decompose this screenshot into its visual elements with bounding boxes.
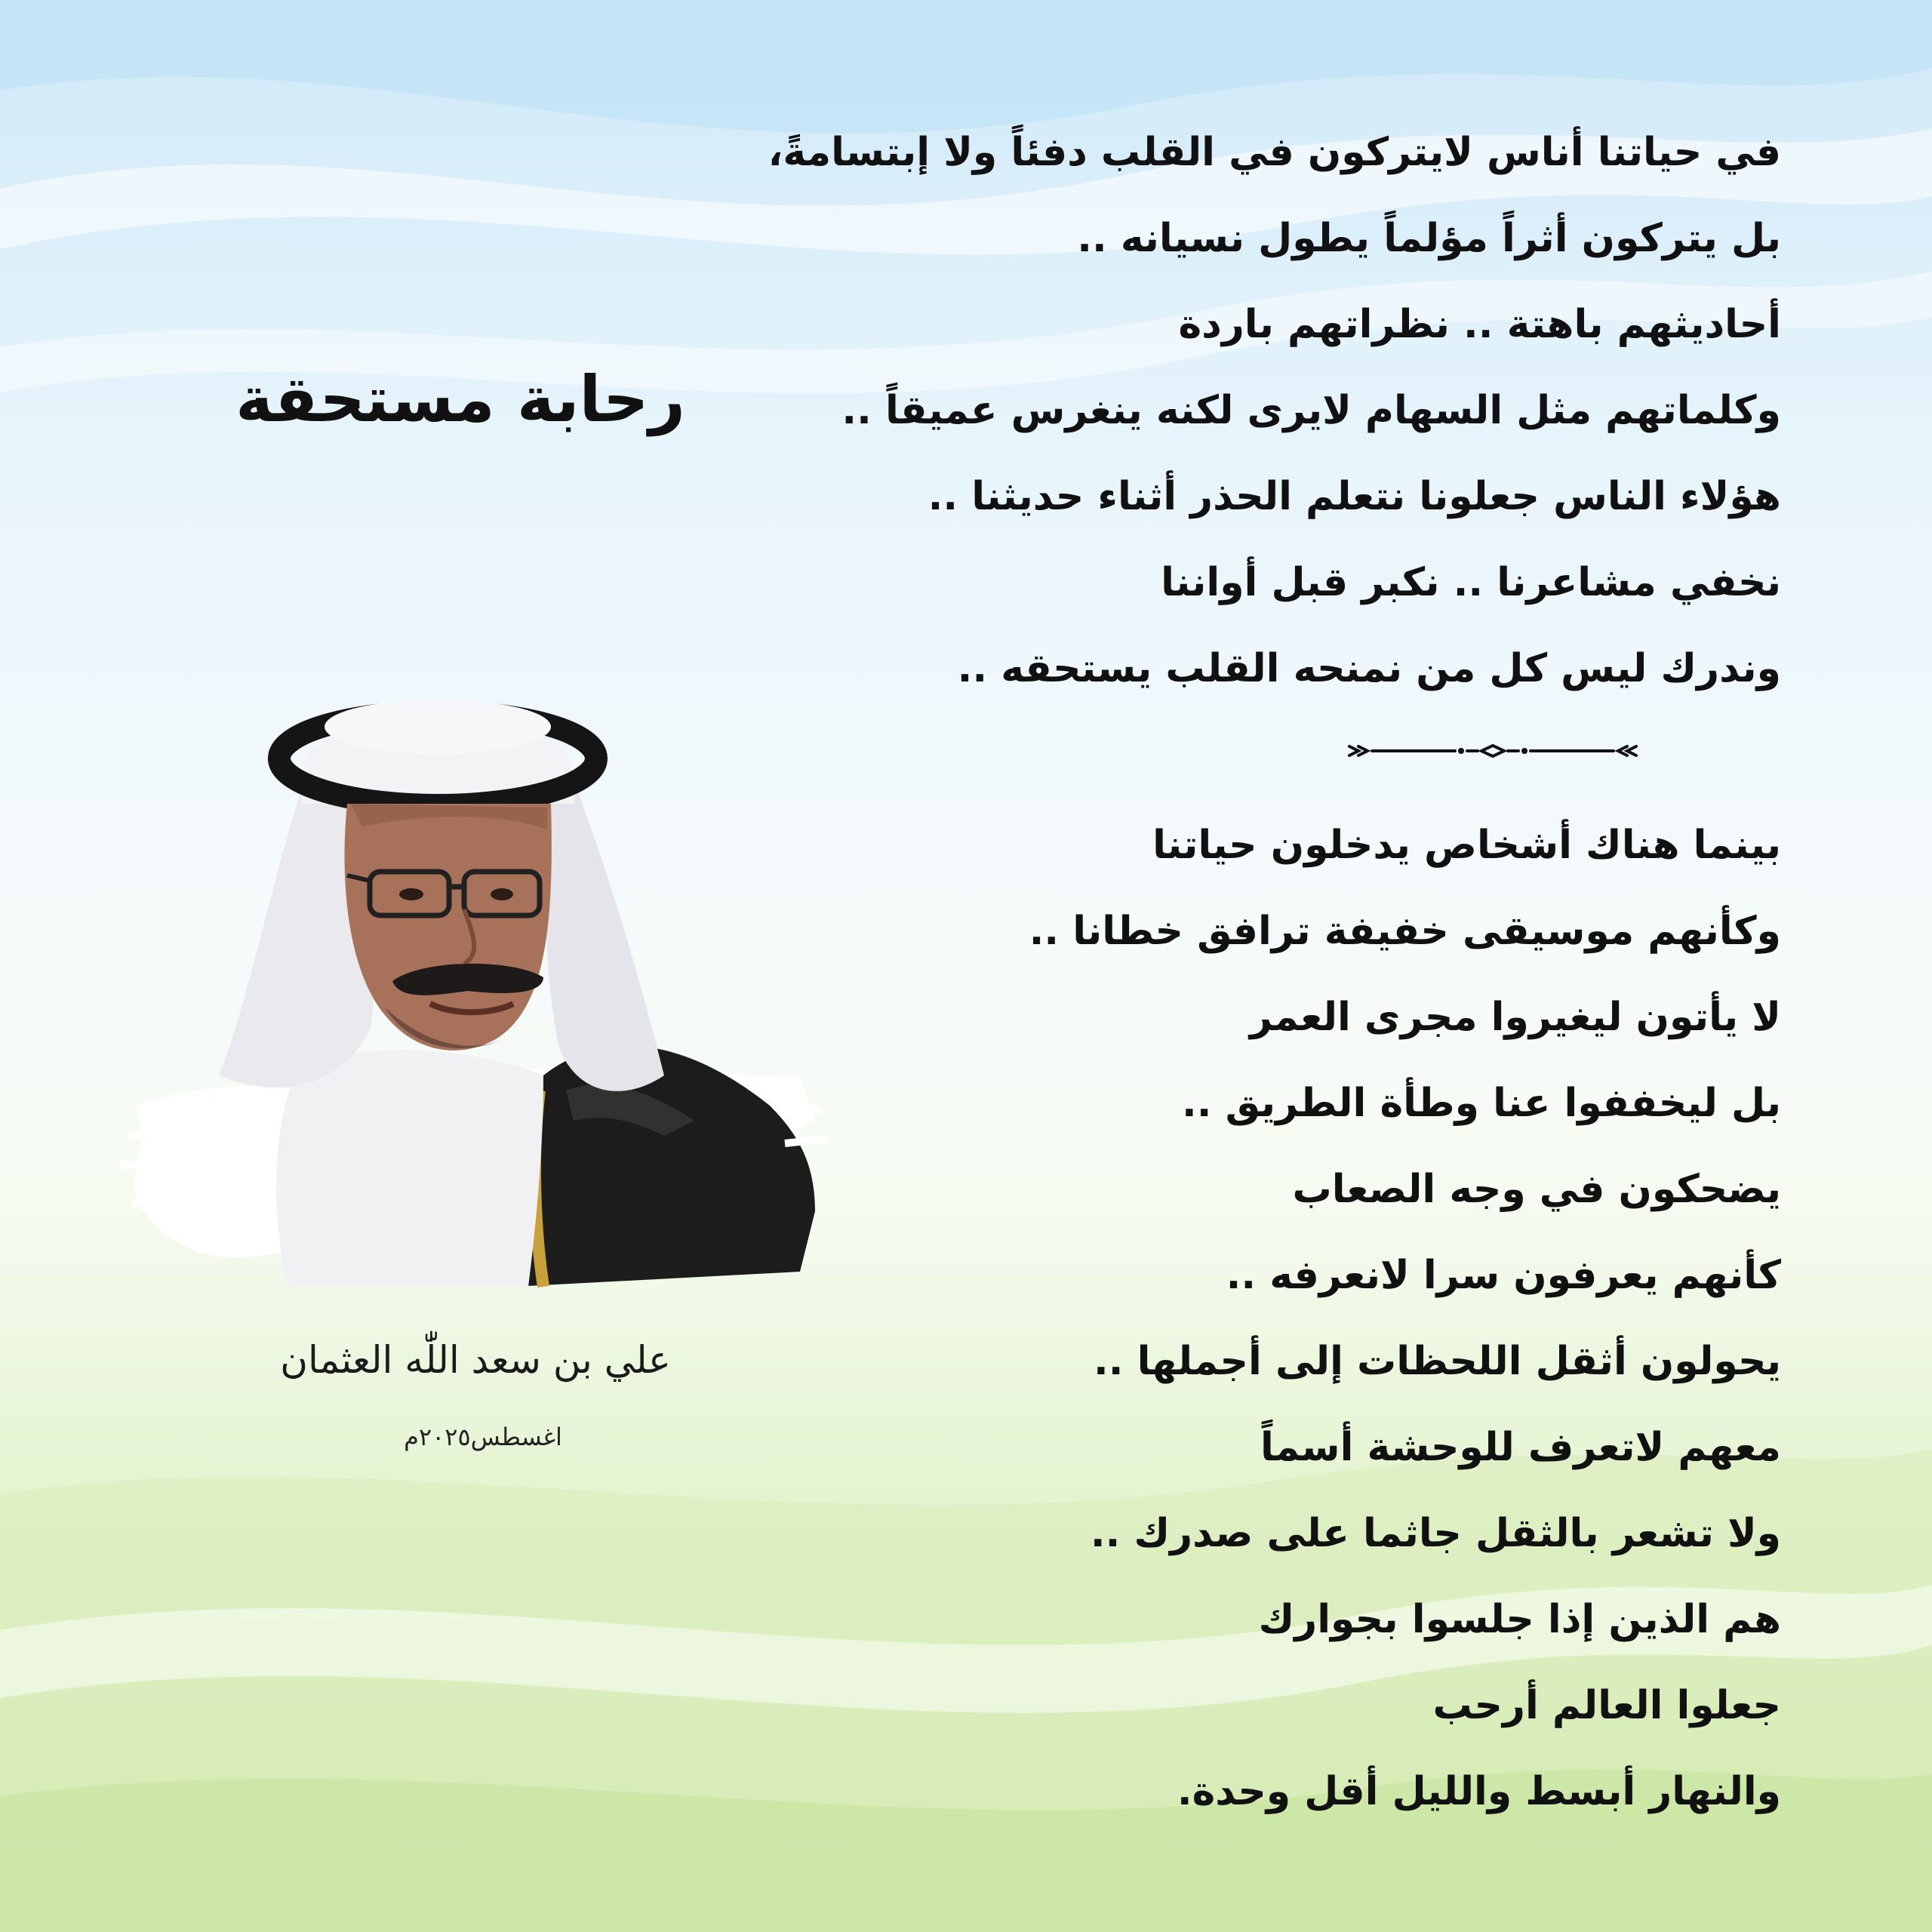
poem-line: وكأنهم موسيقى خفيفة ترافق خطانا .. bbox=[1029, 909, 1781, 954]
poem-line: كأنهم يعرفون سرا لانعرفه .. bbox=[1226, 1253, 1781, 1298]
poem-line: أحاديثهم باهتة .. نظراتهم باردة bbox=[1178, 302, 1781, 347]
poem-line: يضحكون في وجه الصعاب bbox=[1292, 1167, 1781, 1212]
ornament-dot bbox=[1458, 748, 1464, 754]
poem-line: جعلوا العالم أرحب bbox=[1432, 1683, 1781, 1728]
ornament-divider bbox=[1342, 736, 1644, 766]
publish-date: اغسطس٢٠٢٥م bbox=[404, 1423, 562, 1451]
poem-line: معهم لاتعرف للوحشة أسماً bbox=[1260, 1425, 1781, 1470]
author-name: علي بن سعد اللّٰه العثمان bbox=[280, 1338, 671, 1382]
poem-line: لا يأتون ليغيروا مجرى العمر bbox=[1249, 995, 1781, 1040]
poem-line: في حياتنا أناس لايتركون في القلب دفئاً ولا إبتسامةً، bbox=[768, 130, 1781, 175]
author-portrait bbox=[121, 683, 830, 1302]
poem-line: بينما هناك أشخاص يدخلون حياتنا bbox=[1152, 823, 1781, 868]
poem-stanza-2 bbox=[800, 802, 1781, 1835]
poem-line: بل ليخففوا عنا وطأة الطريق .. bbox=[1181, 1081, 1781, 1126]
poem-line: هم الذين إذا جلسوا بجوارك bbox=[1258, 1597, 1781, 1642]
poem-line: وندرك ليس كل من نمنحه القلب يستحقه .. bbox=[957, 646, 1781, 691]
poem-line: بل يتركون أثراً مؤلماً يطول نسيانه .. bbox=[1077, 216, 1781, 261]
poem-line: وكلماتهم مثل السهام لايرى لكنه ينغرس عميقاً .. bbox=[841, 388, 1781, 433]
poem-line: والنهار أبسط والليل أقل وحدة. bbox=[1177, 1769, 1781, 1814]
poem-line: ولا تشعر بالثقل جاثما على صدرك .. bbox=[1090, 1511, 1781, 1556]
poem-line: نخفي مشاعرنا .. نكبر قبل أواننا bbox=[1161, 560, 1781, 605]
poem-stanza-1 bbox=[768, 109, 1781, 712]
poem-line: يحولون أثقل اللحظات إلى أجملها .. bbox=[1093, 1339, 1781, 1384]
poem-line: هؤلاء الناس جعلونا نتعلم الحذر أثناء حديثنا .. bbox=[928, 474, 1781, 519]
ornament-dot bbox=[1521, 748, 1527, 754]
page-title: رحابة مستحقة bbox=[235, 362, 685, 436]
